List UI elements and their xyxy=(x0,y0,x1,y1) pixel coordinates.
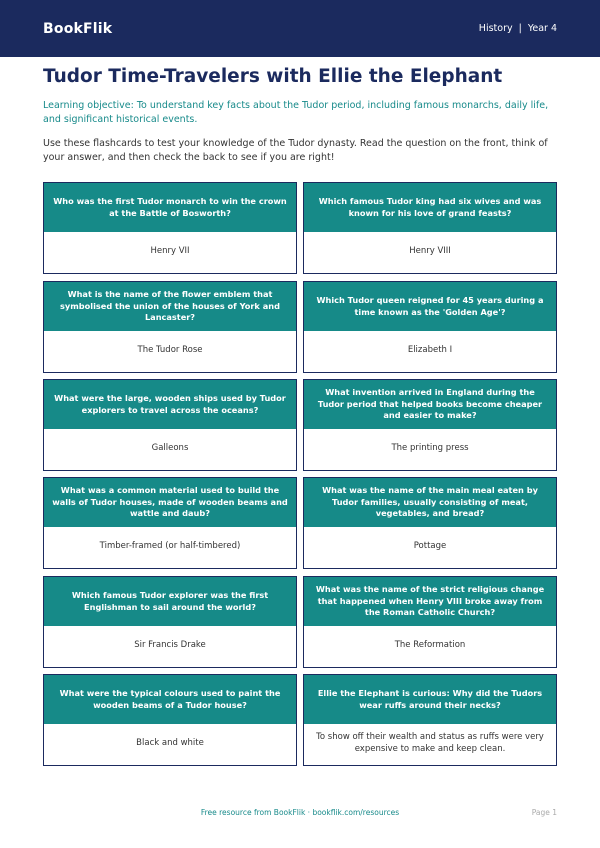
flashcard-question: What is the name of the flower emblem that symbolised the union of the houses of York and Lancaster? xyxy=(44,282,296,331)
flashcard-answer: Sir Francis Drake xyxy=(134,639,206,650)
flashcard[interactable] xyxy=(303,379,557,471)
flashcard-question: Ellie the Elephant is curious: Why did the Tudors wear ruffs around their necks? xyxy=(304,675,556,724)
flashcard-answer: Galleons xyxy=(151,442,189,453)
flashcard[interactable] xyxy=(303,477,557,569)
flashcard-question: Which Tudor queen reigned for 45 years during a time known as the 'Golden Age'? xyxy=(304,282,556,331)
flashcard[interactable] xyxy=(43,281,297,373)
flashcard-question: What were the typical colours used to paint the wooden beams of a Tudor house? xyxy=(44,675,296,724)
flashcard[interactable] xyxy=(43,379,297,471)
flashcard-question: What was a common material used to build the walls of Tudor houses, made of wooden beams and wattle and daub? xyxy=(44,478,296,527)
flashcard-question: What was the name of the main meal eaten by Tudor families, usually consisting of meat, vegetables, and bread? xyxy=(304,478,556,527)
flashcard[interactable] xyxy=(303,281,557,373)
flashcard-question: Which famous Tudor explorer was the first Englishman to sail around the world? xyxy=(44,577,296,626)
flashcard[interactable] xyxy=(43,576,297,668)
flashcard-question: What were the large, wooden ships used by Tudor explorers to travel across the oceans? xyxy=(44,380,296,429)
flashcard-answer: To show off their wealth and status as ruffs were very expensive to make and keep clean. xyxy=(316,731,544,754)
footer-credit[interactable]: Free resource from BookFlik · bookflik.com/resources xyxy=(200,808,400,817)
flashcard[interactable] xyxy=(303,674,557,766)
breadcrumb-separator: | xyxy=(518,23,522,34)
flashcard-answer: Henry VII xyxy=(150,245,190,256)
flashcard-answer: Black and white xyxy=(136,737,204,748)
flashcard-answer: The printing press xyxy=(391,442,469,453)
flashcard[interactable] xyxy=(43,477,297,569)
flashcard[interactable] xyxy=(303,576,557,668)
brand-logo[interactable]: BookFlik xyxy=(43,20,113,37)
flashcard[interactable] xyxy=(43,674,297,766)
flashcard-answer: The Reformation xyxy=(394,639,466,650)
flashcard-answer: The Tudor Rose xyxy=(137,344,203,355)
flashcard-question: Who was the first Tudor monarch to win the crown at the Battle of Bosworth? xyxy=(44,183,296,232)
breadcrumb-subject[interactable]: History xyxy=(478,23,513,34)
flashcard-answer: Elizabeth I xyxy=(407,344,453,355)
page-number: Page 1 xyxy=(531,808,557,817)
breadcrumb xyxy=(479,23,557,34)
flashcard-question: What invention arrived in England during the Tudor period that helped books become cheaper and easier to make? xyxy=(304,380,556,429)
flashcard-answer: Henry VIII xyxy=(409,245,451,256)
learning-objective: Learning objective: To understand key facts about the Tudor period, including famous monarchs, daily life, and significant historical events. xyxy=(43,100,549,125)
flashcard[interactable] xyxy=(303,182,557,274)
flashcard[interactable] xyxy=(43,182,297,274)
flashcard-question: What was the name of the strict religious change that happened when Henry VIII broke away from the Roman Catholic Church? xyxy=(304,577,556,626)
intro-text: Use these flashcards to test your knowledge of the Tudor dynasty. Read the question on the front, think of your answer, and then check the back to see if you are right! xyxy=(43,138,548,163)
flashcard-question: Which famous Tudor king had six wives and was known for his love of grand feasts? xyxy=(304,183,556,232)
flashcard-answer: Timber-framed (or half-timbered) xyxy=(99,540,241,551)
header-bar xyxy=(0,0,600,57)
breadcrumb-level[interactable]: Year 4 xyxy=(527,23,557,34)
flashcard-answer: Pottage xyxy=(413,540,447,551)
page-title: Tudor Time-Travelers with Ellie the Elephant xyxy=(43,66,503,87)
